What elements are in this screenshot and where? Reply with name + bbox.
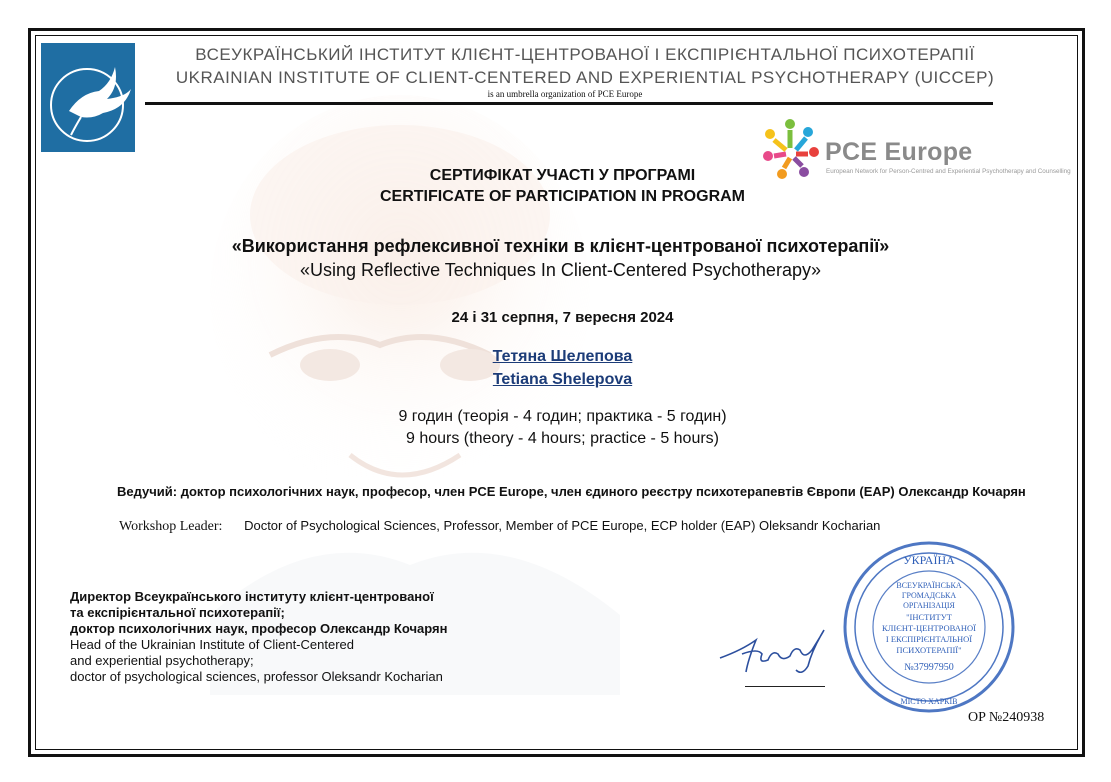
certificate-title-ua: СЕРТИФІКАТ УЧАСТІ У ПРОГРАМІ [429,167,696,184]
official-stamp [840,538,1018,716]
director-block [70,589,530,685]
pce-europe-name: PCE Europe [825,138,973,166]
program-title-ua: «Використання рефлексивної техніки в клієнт-центрованої психотерапії» [231,236,890,256]
institute-name-en: UKRAINIAN INSTITUTE OF CLIENT-CENTERED AND EXPERIENTIAL PSYCHOTHERAPY (UICCEP) [175,68,995,87]
workshop-leader-label: Workshop Leader: [119,519,223,534]
stamp-line5: КЛІЄНТ-ЦЕНТРОВАНОЇ [881,623,977,633]
stamp-line2: ГРОМАДСЬКА [901,591,957,600]
certificate-serial-number: OP №240938 [968,710,1045,725]
director-en-line3: doctor of psychological sciences, professor Oleksandr Kocharian [70,669,443,684]
header-divider [145,102,993,105]
participant-name-ua: Тетяна Шелепова [492,348,633,365]
director-ua-line3: доктор психологічних наук, професор Олександр Кочарян [70,621,448,636]
dove-icon [41,43,135,152]
institute-logo [41,43,135,152]
director-en-line1: Head of the Ukrainian Institute of Client-Centered [70,637,354,652]
stamp-line3: ОРГАНІЗАЦІЯ [903,601,955,610]
workshop-leader-text: Doctor of Psychological Sciences, Professor, Member of PCE Europe, ECP holder (EAP) Oleksandr Kocharian [244,518,881,533]
stamp-line4: "ІНСТИТУТ [906,612,952,622]
stamp-bottom-text: МІСТО ХАРКІВ [900,697,958,706]
director-ua-line1: Директор Всеукраїнського інституту клієнт-центрованої [70,589,434,604]
pce-europe-subtitle: European Network for Person-Centred and Experiential Psychotherapy and Counselling [826,168,1071,175]
stamp-line6: І ЕКСПІРІЄНТАЛЬНОЇ [885,634,973,644]
hours-ua: 9 годин (теорія - 4 годин; практика - 5 годин) [398,408,727,425]
stamp-code: №37997950 [904,662,954,673]
director-ua-line2: та експірієнтальної психотерапії; [70,605,285,620]
stamp-line1: ВСЕУКРАЇНСЬКА [896,581,962,590]
certificate-title-en: CERTIFICATE OF PARTICIPATION IN PROGRAM [379,188,746,205]
stamp-line7: ПСИХОТЕРАПІЇ" [896,645,962,655]
director-signature [712,620,832,680]
stamp-top-text: УКРАЇНА [903,553,955,567]
workshop-leader-ua: Ведучий: доктор психологічних наук, професор, член PCE Europe, член єдиного реєстру психотерапевтів Європи (EAP) Олександр Кочарян [117,484,1026,499]
hours-en: 9 hours (theory - 4 hours; practice - 5 hours) [405,430,720,447]
director-en-line2: and experiential psychotherapy; [70,653,254,668]
participant-name-en: Tetiana Shelepova [492,371,633,388]
umbrella-note: is an umbrella organization of PCE Europe [487,89,643,99]
signature-line [745,686,825,687]
program-title-en: «Using Reflective Techniques In Client-Centered Psychotherapy» [300,260,821,280]
institute-name-ua: ВСЕУКРАЇНСЬКИЙ ІНСТИТУТ КЛІЄНТ-ЦЕНТРОВАНОЇ І ЕКСПІРІЄНТАЛЬНОЇ ПСИХОТЕРАПІЇ [195,45,975,64]
workshop-leader-en [119,518,1049,535]
program-dates: 24 і 31 серпня, 7 вересня 2024 [451,309,674,326]
